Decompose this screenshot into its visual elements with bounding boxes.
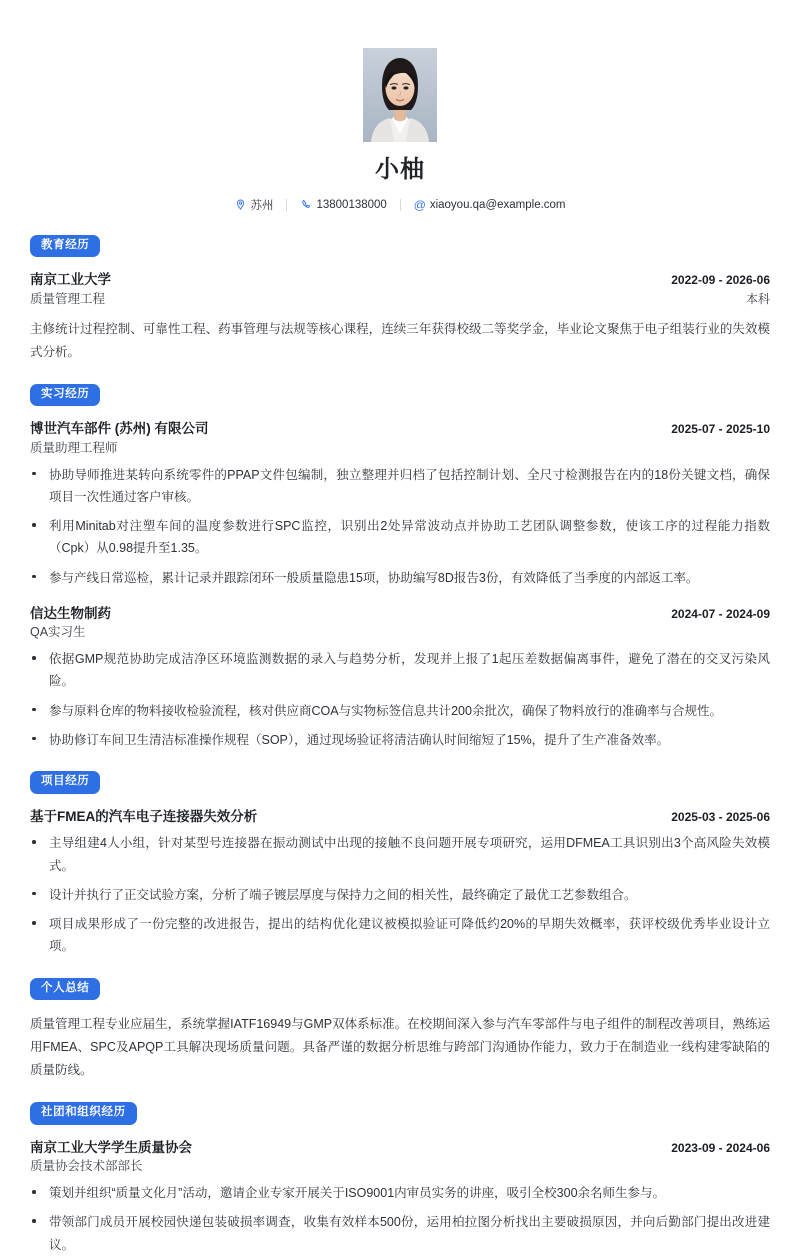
entry-organization: 南京工业大学学生质量协会 <box>30 1139 192 1155</box>
entry-title-row <box>30 807 770 827</box>
list-item: 参与原料仓库的物料接收检验流程，核对供应商COA与实物标签信息共计200余批次，确保了物料放行的准确率与合规性。 <box>30 700 770 722</box>
entry <box>30 1013 770 1082</box>
section-summary <box>30 978 770 1083</box>
entry-organization: 信达生物制药 <box>30 605 111 621</box>
entry-bullet-list <box>30 648 770 751</box>
entry-bullet-list <box>30 464 770 589</box>
contact-phone <box>287 199 399 211</box>
entry-organization: 基于FMEA的汽车电子连接器失效分析 <box>30 808 258 824</box>
list-item: 主导组建4人小组，针对某型号连接器在振动测试中出现的接触不良问题开展专项研究，运用DFMEA工具识别出3个高风险失效模式。 <box>30 832 770 877</box>
contact-email-text: xiaoyou.qa@example.com <box>429 198 566 211</box>
entry-date-range: 2025-07 - 2025-10 <box>671 422 770 437</box>
entry <box>30 807 770 958</box>
entry <box>30 419 770 589</box>
entry-paragraph: 主修统计过程控制、可靠性工程、药事管理与法规等核心课程，连续三年获得校级二等奖学金，毕业论文聚焦于电子组装行业的失效模式分析。 <box>30 321 770 359</box>
entry-bullet-list <box>30 1182 770 1256</box>
entry-title-row <box>30 1138 770 1158</box>
entry-title-row <box>30 419 770 439</box>
location-pin-icon <box>234 199 246 211</box>
list-item: 带领部门成员开展校园快递包装破损率调查，收集有效样本500份，运用柏拉图分析找出主要破损原因，并向后勤部门提出改进建议。 <box>30 1211 770 1256</box>
resume-sections <box>30 235 770 1256</box>
entry-organization: 博世汽车部件 (苏州) 有限公司 <box>30 421 209 437</box>
avatar-photo <box>363 48 437 142</box>
section-tag-summary: 个人总结 <box>30 978 100 1001</box>
section-education <box>30 235 770 364</box>
entry-meta: 本科 <box>745 291 770 306</box>
resume-header <box>30 0 770 213</box>
contact-phone-text: 13800138000 <box>316 198 387 211</box>
section-clubs <box>30 1102 770 1256</box>
list-item: 协助导师推进某转向系统零件的PPAP文件包编制，独立整理并归档了包括控制计划、全尺寸检测报告在内的18份关键文档，确保项目一次性通过客户审核。 <box>30 464 770 509</box>
email-at-icon: @ <box>413 197 426 212</box>
entry-title-row <box>30 270 770 290</box>
entry-role-row <box>30 290 770 309</box>
entry-date-range: 2022-09 - 2026-06 <box>671 273 770 288</box>
list-item: 依据GMP规范协助完成洁净区环境监测数据的录入与趋势分析，发现并上报了1起压差数据偏离事件，避免了潜在的交叉污染风险。 <box>30 648 770 693</box>
entry-role-row <box>30 623 770 642</box>
entry-role: 质量协会技术部部长 <box>30 1159 143 1174</box>
contact-list <box>30 197 770 213</box>
entry-date-range: 2023-09 - 2024-06 <box>671 1140 770 1155</box>
entry-role: 质量管理工程 <box>30 291 106 306</box>
list-item: 设计并执行了正交试验方案，分析了端子镀层厚度与保持力之间的相关性，最终确定了最优工艺参数组合。 <box>30 884 770 906</box>
section-projects <box>30 771 770 957</box>
entry <box>30 270 770 364</box>
entry <box>30 604 770 751</box>
entry-role: QA实习生 <box>30 625 86 640</box>
list-item: 参与产线日常巡检，累计记录并跟踪闭环一般质量隐患15项，协助编写8D报告3份，有效降低了当季度的内部返工率。 <box>30 567 770 589</box>
section-tag-internship: 实习经历 <box>30 384 100 407</box>
phone-icon <box>300 199 312 211</box>
entry-role-row <box>30 439 770 458</box>
list-item: 协助修订车间卫生清洁标准操作规程（SOP），通过现场验证将清洁确认时间缩短了15%，提升了生产准备效率。 <box>30 729 770 751</box>
entry-date-range: 2024-07 - 2024-09 <box>671 606 770 621</box>
entry-role-row <box>30 1157 770 1176</box>
section-internship <box>30 384 770 751</box>
entry-role: 质量助理工程师 <box>30 440 118 455</box>
entry <box>30 1138 770 1256</box>
section-tag-projects: 项目经历 <box>30 771 100 794</box>
entry-date-range: 2025-03 - 2025-06 <box>671 809 770 824</box>
entry-organization: 南京工业大学 <box>30 272 111 288</box>
entry-paragraph: 质量管理工程专业应届生，系统掌握IATF16949与GMP双体系标准。在校期间深入参与汽车零部件与电子组件的制程改善项目，熟练运用FMEA、SPC及APQP工具解决现场质量问题。具备严谨的数据分析思维与跨部门沟通协作能力，致力于在制造业一线构建零缺陷的质量防线。 <box>30 1017 770 1078</box>
list-item: 利用Minitab对注塑车间的温度参数进行SPC监控，识别出2处异常波动点并协助工艺团队调整参数，使该工序的过程能力指数（Cpk）从0.98提升至1.35。 <box>30 515 770 560</box>
list-item: 策划并组织“质量文化月”活动，邀请企业专家开展关于ISO9001内审员实务的讲座，吸引全校300余名师生参与。 <box>30 1182 770 1204</box>
contact-location-text: 苏州 <box>250 199 274 212</box>
contact-location <box>221 197 286 213</box>
section-tag-clubs: 社团和组织经历 <box>30 1102 137 1125</box>
page-title: 小柚 <box>375 156 425 183</box>
list-item: 项目成果形成了一份完整的改进报告，提出的结构优化建议被模拟验证可降低约20%的早期失效概率，获评校级优秀毕业设计立项。 <box>30 913 770 958</box>
entry-title-row <box>30 604 770 624</box>
entry-bullet-list <box>30 832 770 957</box>
section-tag-education: 教育经历 <box>30 235 100 258</box>
contact-email <box>401 199 579 211</box>
